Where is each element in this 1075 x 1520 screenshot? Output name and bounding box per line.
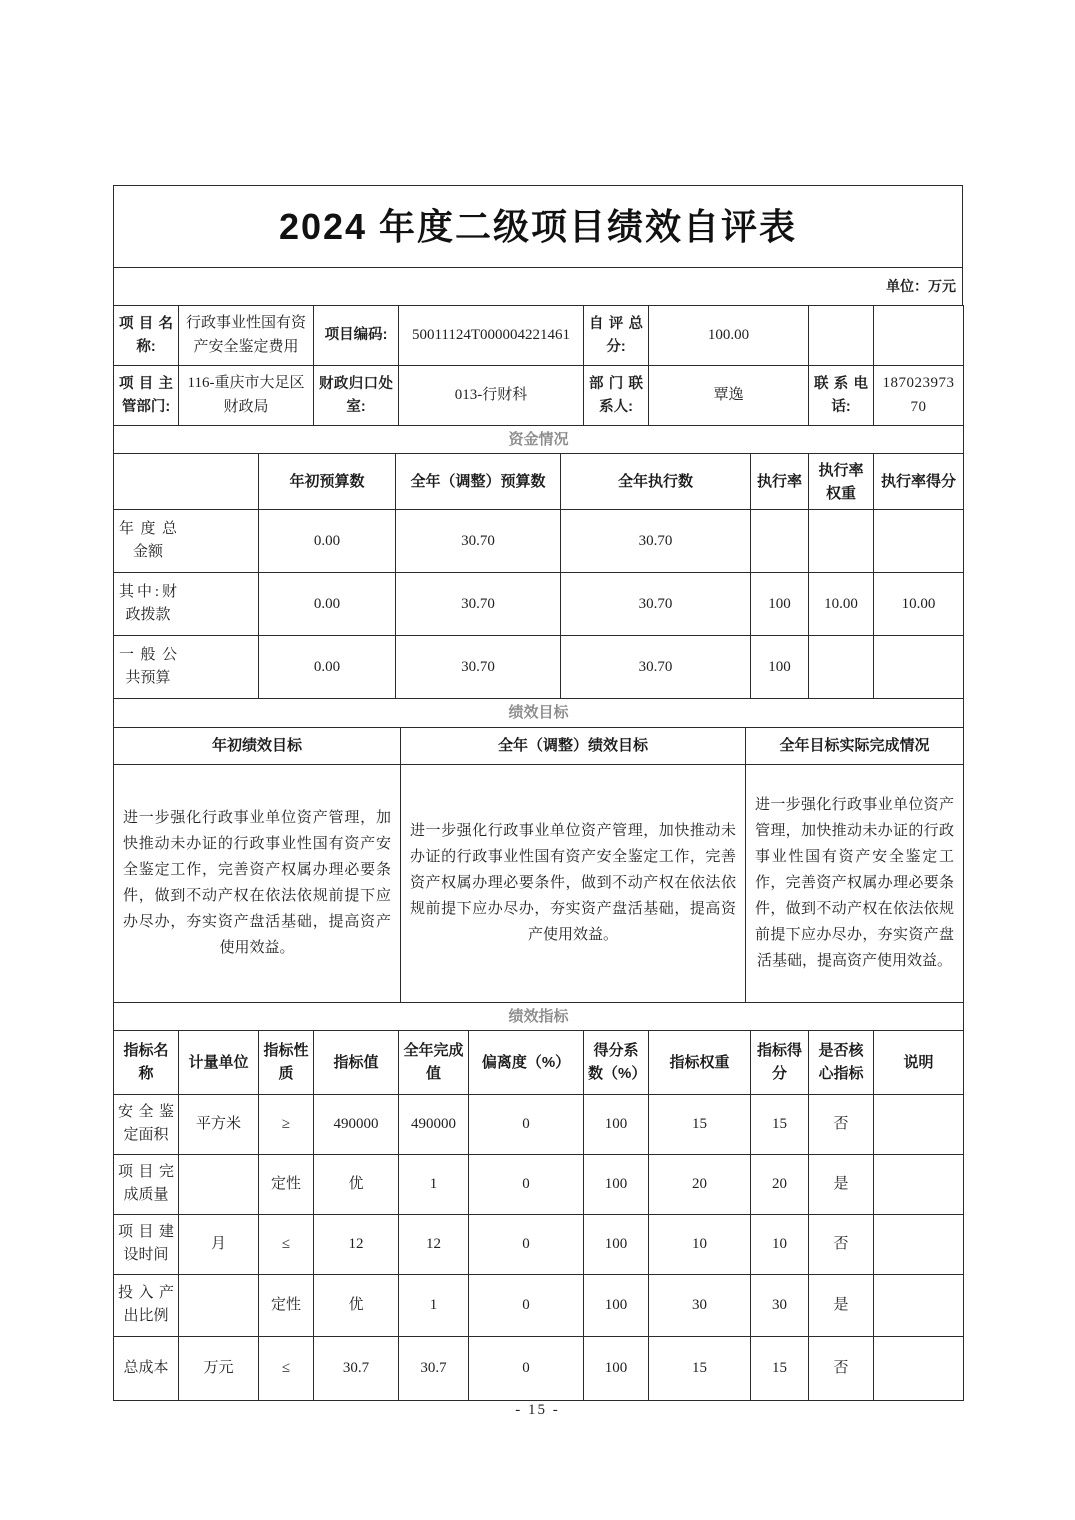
funding-col-header: 年初预算数 — [259, 454, 396, 510]
funding-col-header: 执行率 — [751, 454, 809, 510]
indicator-cell: 15 — [649, 1336, 751, 1400]
dept-label: 项目主管部门: — [114, 366, 179, 426]
funding-cell: 30.70 — [396, 636, 561, 699]
table-row — [114, 727, 964, 764]
table-row — [114, 510, 964, 573]
indicator-cell: 100 — [584, 1214, 649, 1274]
funding-row-label: 其中:财政拨款 — [114, 573, 259, 636]
table-row — [114, 1336, 964, 1400]
table-row — [114, 636, 964, 699]
funding-cell — [751, 510, 809, 573]
indicator-col-header: 偏离度（%） — [469, 1030, 584, 1094]
table-row — [114, 366, 964, 426]
funding-table — [113, 425, 964, 699]
funding-cell: 30.70 — [396, 573, 561, 636]
goal-text-initial: 进一步强化行政事业单位资产管理，加快推动未办证的行政事业性国有资产安全鉴定工作，完善资产权属办理必要条件，做到不动产权在依法依规前提下应办尽办，夯实资产盘活基础，提高资产使用效益。 — [114, 764, 401, 1002]
indicator-name: 项目完成质量 — [114, 1154, 179, 1214]
funding-cell: 0.00 — [259, 573, 396, 636]
indicator-cell: 否 — [809, 1336, 874, 1400]
indicators-table — [113, 1002, 964, 1401]
indicator-cell: 0 — [469, 1336, 584, 1400]
contact-value: 覃逸 — [649, 366, 809, 426]
funding-cell — [874, 510, 964, 573]
self-score-label: 自评总分: — [584, 306, 649, 366]
indicator-cell: 100 — [584, 1094, 649, 1154]
indicator-col-header: 指标名称 — [114, 1030, 179, 1094]
indicator-cell: 30.7 — [399, 1336, 469, 1400]
table-row — [114, 306, 964, 366]
table-row — [114, 764, 964, 1002]
goals-table — [113, 698, 964, 1002]
indicator-cell: 优 — [314, 1274, 399, 1336]
indicator-cell — [874, 1274, 964, 1336]
table-row — [114, 573, 964, 636]
goals-col-header: 年初绩效目标 — [114, 727, 401, 764]
project-code-value: 50011124T000004221461 — [399, 306, 584, 366]
indicator-name: 投入产出比例 — [114, 1274, 179, 1336]
funding-col-header — [114, 454, 259, 510]
indicator-cell: 0 — [469, 1094, 584, 1154]
goal-text-adjusted: 进一步强化行政事业单位资产管理，加快推动未办证的行政事业性国有资产安全鉴定工作，完善资产权属办理必要条件，做到不动产权在依法依规前提下应办尽办，夯实资产盘活基础，提高资产使用效益。 — [401, 764, 746, 1002]
project-info-table — [113, 305, 964, 426]
indicator-name: 总成本 — [114, 1336, 179, 1400]
indicators-section-header: 绩效指标 — [114, 1002, 964, 1030]
indicator-cell: 优 — [314, 1154, 399, 1214]
indicator-cell: 0 — [469, 1154, 584, 1214]
indicator-col-header: 指标值 — [314, 1030, 399, 1094]
indicator-cell: 万元 — [179, 1336, 259, 1400]
indicator-cell — [874, 1336, 964, 1400]
funding-col-header: 全年执行数 — [561, 454, 751, 510]
indicator-name: 安全鉴定面积 — [114, 1094, 179, 1154]
indicator-cell: 30 — [649, 1274, 751, 1336]
indicator-cell — [874, 1094, 964, 1154]
indicator-cell: 12 — [314, 1214, 399, 1274]
empty-cell — [809, 306, 874, 366]
goal-text-actual: 进一步强化行政事业单位资产管理，加快推动未办证的行政事业性国有资产安全鉴定工作，完善资产权属办理必要条件，做到不动产权在依法依规前提下应办尽办，夯实资产盘活基础，提高资产使用效益。 — [746, 764, 964, 1002]
table-row — [114, 1094, 964, 1154]
indicator-col-header: 指标权重 — [649, 1030, 751, 1094]
goals-col-header: 全年（调整）绩效目标 — [401, 727, 746, 764]
dept-value: 116-重庆市大足区财政局 — [179, 366, 314, 426]
table-row — [114, 1030, 964, 1094]
indicator-col-header: 指标得分 — [751, 1030, 809, 1094]
funding-cell: 10.00 — [874, 573, 964, 636]
indicator-cell: 100 — [584, 1274, 649, 1336]
indicator-cell: 1 — [399, 1154, 469, 1214]
funding-col-header: 执行率得分 — [874, 454, 964, 510]
funding-row-label: 年度总金额 — [114, 510, 259, 573]
indicator-cell: 15 — [751, 1094, 809, 1154]
table-row — [114, 1274, 964, 1336]
indicator-cell: 否 — [809, 1094, 874, 1154]
finance-office-label: 财政归口处室: — [314, 366, 399, 426]
indicator-col-header: 是否核心指标 — [809, 1030, 874, 1094]
indicator-cell: 10 — [751, 1214, 809, 1274]
funding-row-label: 一般公共预算 — [114, 636, 259, 699]
table-row — [114, 454, 964, 510]
indicator-cell: 490000 — [314, 1094, 399, 1154]
project-name-value: 行政事业性国有资产安全鉴定费用 — [179, 306, 314, 366]
table-row — [114, 1214, 964, 1274]
table-row — [114, 426, 964, 454]
phone-label: 联系电话: — [809, 366, 874, 426]
unit-table — [113, 267, 963, 306]
indicator-cell: 12 — [399, 1214, 469, 1274]
table-row — [114, 1002, 964, 1030]
contact-label: 部门联系人: — [584, 366, 649, 426]
indicator-cell: 定性 — [259, 1274, 314, 1336]
unit-note: 单位：万元 — [114, 268, 963, 306]
indicator-cell — [179, 1274, 259, 1336]
indicator-cell: 490000 — [399, 1094, 469, 1154]
funding-cell: 0.00 — [259, 636, 396, 699]
indicator-cell: 15 — [649, 1094, 751, 1154]
funding-col-header: 执行率权重 — [809, 454, 874, 510]
indicator-col-header: 得分系数（%） — [584, 1030, 649, 1094]
indicator-col-header: 指标性质 — [259, 1030, 314, 1094]
indicator-cell — [179, 1154, 259, 1214]
indicator-cell: 30 — [751, 1274, 809, 1336]
funding-cell — [809, 510, 874, 573]
indicator-cell: 100 — [584, 1154, 649, 1214]
page-number: - 15 - — [515, 1402, 560, 1418]
title-table — [113, 185, 963, 268]
indicator-cell: 是 — [809, 1154, 874, 1214]
indicator-cell: 0 — [469, 1214, 584, 1274]
indicator-cell: 10 — [649, 1214, 751, 1274]
indicator-cell: 15 — [751, 1336, 809, 1400]
indicator-cell: 月 — [179, 1214, 259, 1274]
funding-section-header: 资金情况 — [114, 426, 964, 454]
indicator-cell: 30.7 — [314, 1336, 399, 1400]
indicator-cell: 是 — [809, 1274, 874, 1336]
project-name-label: 项目名称: — [114, 306, 179, 366]
indicator-cell: ≤ — [259, 1214, 314, 1274]
indicator-cell: 平方米 — [179, 1094, 259, 1154]
funding-cell — [874, 636, 964, 699]
funding-cell: 10.00 — [809, 573, 874, 636]
funding-cell: 30.70 — [396, 510, 561, 573]
funding-cell: 100 — [751, 636, 809, 699]
indicator-cell: 20 — [751, 1154, 809, 1214]
funding-cell — [809, 636, 874, 699]
indicator-cell: ≤ — [259, 1336, 314, 1400]
project-code-label: 项目编码: — [314, 306, 399, 366]
phone-value: 18702397370 — [874, 366, 964, 426]
table-row — [114, 1154, 964, 1214]
indicator-cell — [874, 1154, 964, 1214]
indicator-col-header: 说明 — [874, 1030, 964, 1094]
indicator-cell: 1 — [399, 1274, 469, 1336]
goals-col-header: 全年目标实际完成情况 — [746, 727, 964, 764]
table-row — [114, 699, 964, 727]
funding-cell: 30.70 — [561, 510, 751, 573]
indicator-cell: ≥ — [259, 1094, 314, 1154]
evaluation-sheet — [113, 185, 963, 1401]
funding-col-header: 全年（调整）预算数 — [396, 454, 561, 510]
funding-cell: 30.70 — [561, 636, 751, 699]
indicator-col-header: 全年完成值 — [399, 1030, 469, 1094]
indicator-cell — [874, 1214, 964, 1274]
goals-section-header: 绩效目标 — [114, 699, 964, 727]
empty-cell — [874, 306, 964, 366]
funding-cell: 100 — [751, 573, 809, 636]
self-score-value: 100.00 — [649, 306, 809, 366]
funding-cell: 0.00 — [259, 510, 396, 573]
page-title: 2024 年度二级项目绩效自评表 — [114, 186, 963, 268]
indicator-col-header: 计量单位 — [179, 1030, 259, 1094]
funding-cell: 30.70 — [561, 573, 751, 636]
finance-office-value: 013-行财科 — [399, 366, 584, 426]
indicator-cell: 否 — [809, 1214, 874, 1274]
indicator-cell: 100 — [584, 1336, 649, 1400]
indicator-cell: 定性 — [259, 1154, 314, 1214]
indicator-name: 项目建设时间 — [114, 1214, 179, 1274]
indicator-cell: 20 — [649, 1154, 751, 1214]
indicator-cell: 0 — [469, 1274, 584, 1336]
